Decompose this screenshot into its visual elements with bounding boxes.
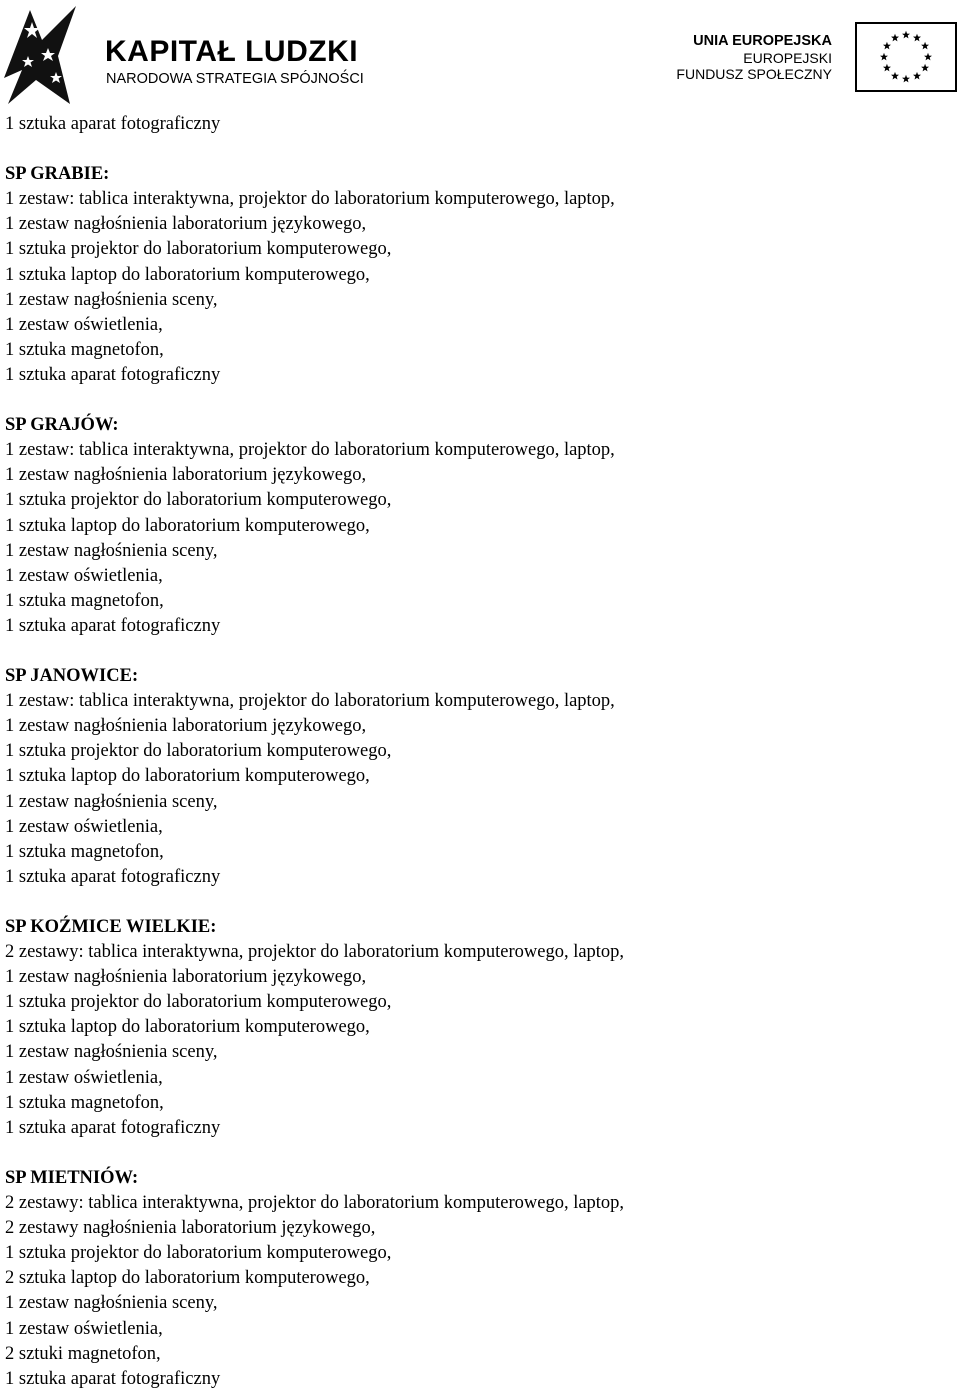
spacer — [5, 890, 955, 915]
spacer — [5, 1141, 955, 1166]
list-item: 1 zestaw: tablica interaktywna, projektor do laboratorium komputerowego, laptop, — [5, 440, 615, 461]
list-item: 2 sztuka laptop do laboratorium komputerowego, — [5, 1268, 370, 1289]
eu-line-unia: UNIA EUROPEJSKA — [693, 33, 832, 49]
list-item: 1 zestaw oświetlenia, — [5, 314, 163, 335]
list-item: 1 sztuka laptop do laboratorium komputerowego, — [5, 515, 370, 536]
list-item: 1 sztuka laptop do laboratorium komputerowego, — [5, 264, 370, 285]
list-item: 1 sztuka aparat fotograficzny — [5, 1117, 221, 1138]
list-item: 1 zestaw oświetlenia, — [5, 565, 163, 586]
list-item: 2 zestawy: tablica interaktywna, projektor do laboratorium komputerowego, laptop, — [5, 942, 625, 963]
intro-line: 1 sztuka aparat fotograficzny — [5, 114, 221, 134]
list-item: 1 zestaw oświetlenia, — [5, 1067, 163, 1088]
list-item: 1 zestaw nagłośnienia sceny, — [5, 1042, 218, 1063]
list-item: 1 zestaw nagłośnienia laboratorium językowego, — [5, 716, 367, 737]
document-body — [5, 112, 955, 1392]
kapital-ludzki-title: KAPITAŁ LUDZKI — [105, 35, 359, 68]
eu-line-europejski: EUROPEJSKI — [743, 49, 832, 66]
section-heading: SP JANOWICE: — [5, 666, 139, 687]
list-item: 1 zestaw nagłośnienia sceny, — [5, 791, 218, 812]
list-item: 2 sztuki magnetofon, — [5, 1343, 161, 1364]
list-item: 1 sztuka projektor do laboratorium komputerowego, — [5, 741, 392, 762]
list-item: 1 sztuka magnetofon, — [5, 339, 164, 360]
list-item: 1 zestaw nagłośnienia sceny, — [5, 289, 218, 310]
section-sp-janowice — [5, 664, 955, 890]
list-item: 1 sztuka laptop do laboratorium komputerowego, — [5, 1017, 370, 1038]
list-item: 1 zestaw oświetlenia, — [5, 816, 163, 837]
spacer — [5, 639, 955, 664]
list-item: 1 sztuka aparat fotograficzny — [5, 1368, 221, 1389]
list-item: 2 zestawy nagłośnienia laboratorium językowego, — [5, 1218, 376, 1239]
page-header — [0, 0, 960, 112]
list-item: 1 zestaw: tablica interaktywna, projektor do laboratorium komputerowego, laptop, — [5, 691, 615, 712]
kapital-ludzki-star-icon — [0, 0, 80, 112]
list-item: 1 sztuka projektor do laboratorium komputerowego, — [5, 490, 392, 511]
eu-logo-text — [676, 33, 832, 83]
list-item: 1 sztuka laptop do laboratorium komputerowego, — [5, 766, 370, 787]
list-item: 1 sztuka aparat fotograficzny — [5, 866, 221, 887]
list-item: 1 sztuka projektor do laboratorium komputerowego, — [5, 992, 392, 1013]
section-sp-grajow — [5, 413, 955, 639]
eu-line-fundusz: FUNDUSZ SPOŁECZNY — [676, 66, 832, 82]
section-heading: SP GRAJÓW: — [5, 415, 119, 436]
list-item: 1 zestaw nagłośnienia sceny, — [5, 540, 218, 561]
list-item: 1 zestaw nagłośnienia laboratorium językowego, — [5, 465, 367, 486]
list-item: 1 sztuka projektor do laboratorium komputerowego, — [5, 239, 392, 260]
spacer — [5, 388, 955, 413]
list-item: 2 zestawy: tablica interaktywna, projektor do laboratorium komputerowego, laptop, — [5, 1193, 625, 1214]
spacer — [5, 137, 955, 162]
section-sp-kozmice-wielkie — [5, 915, 955, 1141]
list-item: 1 zestaw nagłośnienia laboratorium językowego, — [5, 967, 367, 988]
section-heading: SP GRABIE: — [5, 164, 110, 185]
list-item: 1 zestaw: tablica interaktywna, projektor do laboratorium komputerowego, laptop, — [5, 189, 615, 210]
section-heading: SP MIETNIÓW: — [5, 1167, 139, 1188]
section-sp-mietniow — [5, 1166, 955, 1392]
list-item: 1 zestaw nagłośnienia sceny, — [5, 1293, 218, 1314]
section-sp-grabie — [5, 162, 955, 388]
list-item: 1 sztuka magnetofon, — [5, 841, 164, 862]
eu-flag-icon — [855, 22, 957, 92]
list-item: 1 sztuka projektor do laboratorium komputerowego, — [5, 1243, 392, 1264]
list-item: 1 sztuka magnetofon, — [5, 590, 164, 611]
list-item: 1 sztuka aparat fotograficzny — [5, 364, 221, 385]
list-item: 1 zestaw oświetlenia, — [5, 1318, 163, 1339]
list-item: 1 sztuka magnetofon, — [5, 1092, 164, 1113]
list-item: 1 sztuka aparat fotograficzny — [5, 615, 221, 636]
kapital-ludzki-subtitle: NARODOWA STRATEGIA SPÓJNOŚCI — [106, 71, 364, 87]
section-heading: SP KOŹMICE WIELKIE: — [5, 917, 217, 937]
list-item: 1 zestaw nagłośnienia laboratorium językowego, — [5, 214, 367, 235]
